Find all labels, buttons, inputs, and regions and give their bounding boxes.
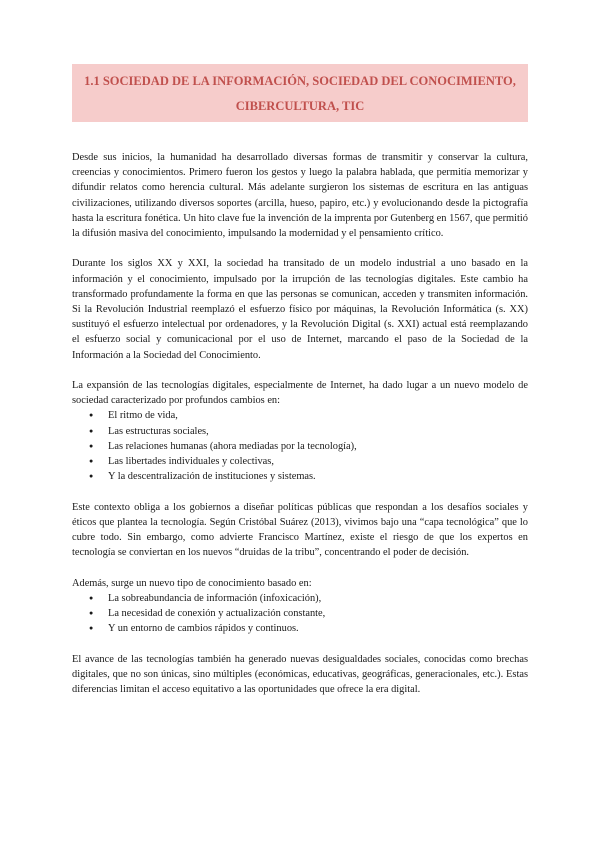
paragraph-transition: Durante los siglos XX y XXI, la sociedad ha transitado de un modelo industrial a uno basado en la información y el conocimiento, impulsado por la irrupción de las tecnologías digitales. Este cambio ha transformado profundamente la forma en que las personas se comunican, acceden y transmiten información. Si la Revolución Industrial reemplazó el esfuerzo físico por máquinas, la Revolución Informática (s. XX) sustituyó el esfuerzo intelectual por ordenadores, y la Revolución Digital (s. XXI) actual está reemplazando el esfuerzo social y comunicacional por el uso de Internet, marcando el paso de la Sociedad de la Información a la Sociedad del Conocimiento.	[72, 258, 528, 361]
paragraph-history: Desde sus inicios, la humanidad ha desarrollado diversas formas de transmitir y conservar la cultura, creencias y conocimientos. Primero fueron los gestos y luego la palabra hablada, que permitía memorizar y difundir relatos como herencia cultural. Más adelante surgieron los sistemas de escritura en las antiguas civilizaciones, utilizando diversos soportes (arcilla, hueso, papiro, etc.) y evolucionando desde la pictografía hasta la escritura fonética. Un hito clave fue la invención de la imprenta por Gutenberg en 1567, que permitió la difusión masiva del conocimiento, impulsando la modernidad y el pensamiento crítico.	[72, 152, 528, 240]
list-item: ● El ritmo de vida,	[72, 408, 528, 423]
changes-list	[72, 408, 528, 484]
body-text	[72, 150, 528, 712]
list-item: ● La sobreabundancia de información (infoxicación),	[72, 591, 528, 606]
heading-line-2: CIBERCULTURA, TIC	[235, 99, 365, 113]
paragraph-policy: Este contexto obliga a los gobiernos a diseñar políticas públicas que respondan a los desafíos sociales y éticos que plantea la tecnología. Según Cristóbal Suárez (2013), vivimos bajo una “capa tecnológica” que lo cubre todo. Sin embargo, como advierte Francisco Martínez, existe el riesgo de que los expertos en tecnología se conviertan en los nuevos “druidas de la tribu”, concentrando el poder de decisión.	[72, 501, 528, 559]
list-item: ● Las libertades individuales y colectivas,	[72, 454, 528, 469]
paragraph-digital-divide: El avance de las tecnologías también ha generado nuevas desigualdades sociales, conocidas como brechas digitales, que no son únicas, sino múltiples (económicas, educativas, geográficas, generacionales, etc.). Estas diferencias limitan el acceso equitativo a las oportunidades que ofrece la era digital.	[72, 653, 528, 696]
heading-line-1: 1.1 SOCIEDAD DE LA INFORMACIÓN, SOCIEDAD DEL CONOCIMIENTO,	[84, 74, 516, 88]
paragraph-knowledge-intro: Además, surge un nuevo tipo de conocimiento basado en:	[72, 577, 312, 589]
paragraph-changes-intro: La expansión de las tecnologías digitales, especialmente de Internet, ha dado lugar a un nuevo modelo de sociedad caracterizado por profundos cambios en:	[72, 380, 528, 407]
list-item: ● La necesidad de conexión y actualización constante,	[72, 606, 528, 621]
list-item: ● Y la descentralización de instituciones y sistemas.	[72, 469, 528, 484]
list-item: ● Las estructuras sociales,	[72, 424, 528, 439]
knowledge-list	[72, 591, 528, 637]
section-heading	[72, 64, 528, 122]
list-item: ● Y un entorno de cambios rápidos y continuos.	[72, 621, 528, 636]
list-item: ● Las relaciones humanas (ahora mediadas por la tecnología),	[72, 439, 528, 454]
